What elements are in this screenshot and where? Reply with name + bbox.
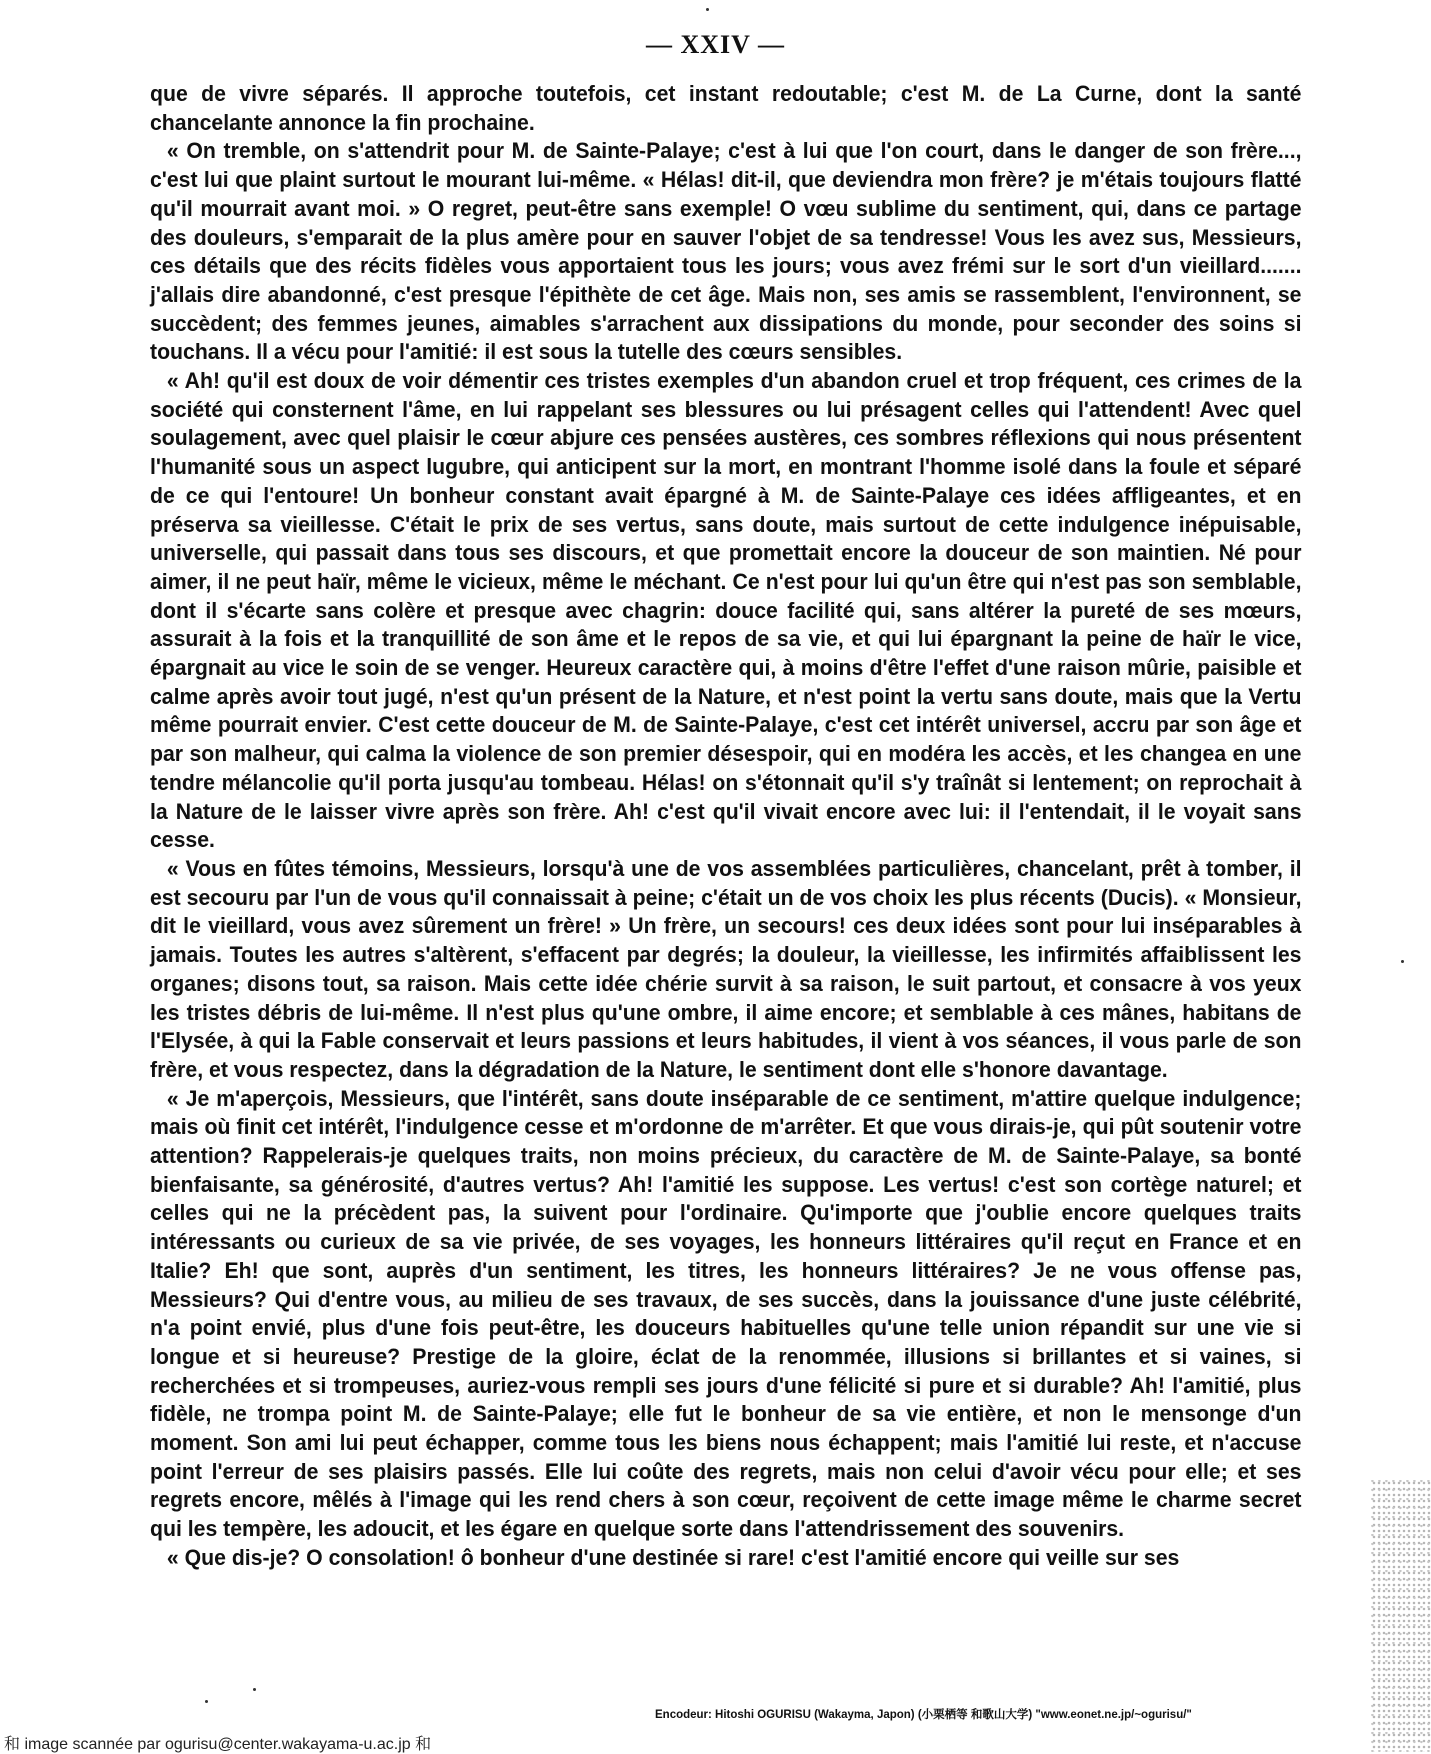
paragraph: « On tremble, on s'attendrit pour M. de Sainte-Palaye; c'est à lui que l'on court, dans le danger de son frère..., c'est lui que plaint surtout le mourant lui-même. « Hélas! dit-il, que deviendra mon frère? je m'étais toujours flatté qu'il mourrait avant moi. » O regret, peut-être sans exemple! O vœu sublime du sentiment, qui, dans ce partage des douleurs, s'emparait de la plus amère pour en sauver l'objet de sa tendresse! Vous les avez sus, Messieurs, ces détails que des récits fidèles vous apportaient tous les jours; vous avez frémi sur le sort d'un vieillard....... j'allais dire abandonné, c'est presque l'épithète de cet âge. Mais non, ses amis se rassemblent, l'environnent, se succèdent; des femmes jeunes, aimables s'arrachent aux dissipations du monde, pour seconder des soins si touchans. Il a vécu pour l'amitié: il est sous la tutelle des cœurs sensibles. xyxy=(150,138,1302,365)
paragraph: que de vivre séparés. Il approche toutefois, cet instant redoutable; c'est M. de La Curne, dont la santé chancelante annonce la fin prochaine. xyxy=(150,81,1302,135)
paragraph: « Vous en fûtes témoins, Messieurs, lorsqu'à une de vos assemblées particulières, chancelant, prêt à tomber, il est secouru par l'un de vous qu'il connaissait à peine; c'était un de vos choix les plus récents (Ducis). « Monsieur, dit le vieillard, vous avez sûrement un frère! » Un frère, un secours! ces deux idées sont pour lui inséparables à jamais. Toutes les autres s'altèrent, s'effacent par degrés; la douleur, la vieillesse, les infirmités affaiblissent les organes; disons tout, sa raison. Mais cette idée chérie survit à sa raison, le suit partout, et consacre à vos yeux les tristes débris de lui-même. Il n'est plus qu'une ombre, il aime encore; et semblable à ces mânes, habitans de l'Elysée, à qui la Fable conservait et leurs passions et leurs habitudes, il vient à vos séances, il vous parle de son frère, et vous respectez, dans la dégradation de la Nature, le sentiment dont elle s'honore davantage. xyxy=(150,855,1302,1082)
scan-dot xyxy=(205,1700,208,1703)
page-number: — XXIV — xyxy=(646,30,785,59)
paragraph: « Que dis-je? O consolation! ô bonheur d'une destinée si rare! c'est l'amitié encore qui veille sur ses xyxy=(166,1544,1180,1570)
scan-dot xyxy=(1401,960,1404,963)
scan-dot xyxy=(706,8,709,11)
scan-noise xyxy=(1371,1480,1431,1752)
encoder-credit: Encodeur: Hitoshi OGURISU (Wakayma, Japon) (小栗栖等 和歌山大学) "www.eonet.ne.jp/~ogurisu/" xyxy=(655,1709,1192,1721)
body-text xyxy=(150,80,1302,1573)
paragraph: « Je m'aperçois, Messieurs, que l'intérêt, sans doute inséparable de ce sentiment, m'attire quelque indulgence; mais où finit cet intérêt, l'indulgence cesse et m'ordonne de m'arrêter. Et que vous dirais-je, qui pût soutenir votre attention? Rappelerais-je quelques traits, non moins précieux, du caractère de M. de Sainte-Palaye, sa bonté bienfaisante, sa générosité, d'autres vertus? Ah! l'amitié les suppose. Les vertus! c'est son cortège naturel; et celles qui ne la précèdent pas, la suivent pour l'ordinaire. Qu'importe que j'oublie encore quelques traits intéressants ou curieux de sa vie privée, de ses voyages, les honneurs littéraires qu'il reçut en France et en Italie? Eh! que sont, auprès d'un sentiment, les titres, les honneurs littéraires? Je ne vous offense pas, Messieurs? Qui d'entre vous, au milieu de ses travaux, de ses succès, dans la jouissance d'une juste célébrité, n'a point envié, plus d'une fois peut-être, les douceurs habituelles qu'une telle union répandit sur une vie si longue et si heureuse? Prestige de la gloire, éclat de la renommée, illusions si brillantes et si vaines, si recherchées et si trompeuses, auriez-vous rempli ses jours d'une félicité si pure et si durable? Ah! l'amitié, plus fidèle, ne trompa point M. de Sainte-Palaye; elle fut le bonheur de sa vie entière, et non le mensonge d'un moment. Son ami lui peut échapper, comme tous les biens nous échappent; mais l'amitié lui reste, et n'accuse point l'erreur de ses plaisirs passés. Elle lui coûte des regrets, mais non celui d'avoir vécu pour elle; et ses regrets encore, mêlés à l'image qui les rend chers à son cœur, reçoivent de cette image même le charme secret qui les tempère, les adoucit, et les égare en quelque sorte dans l'attendrissement des souvenirs. xyxy=(150,1085,1302,1542)
scan-credit: 和 image scannée par ogurisu@center.wakayama-u.ac.jp 和 xyxy=(4,1736,432,1753)
scan-dot xyxy=(253,1688,256,1691)
paragraph: « Ah! qu'il est doux de voir démentir ces tristes exemples d'un abandon cruel et trop fréquent, ces crimes de la société qui consternent l'âme, en lui rappelant ses blessures ou lui présagent celles qui l'attendent! Avec quel soulagement, avec quel plaisir le cœur abjure ces pensées austères, ces sombres réflexions qui nous présentent l'humanité sous un aspect lugubre, qui anticipent sur la mort, en montrant l'homme isolé dans la foule et séparé de ce qui l'entoure! Un bonheur constant avait épargné à M. de Sainte-Palaye ces idées affligeantes, et en préserva sa vieillesse. C'était le prix de ses vertus, sans doute, mais surtout de cette indulgence inépuisable, universelle, qui passait dans tous ses discours, et que promettait encore la douceur de son maintien. Né pour aimer, il ne peut haïr, même le vicieux, même le méchant. Ce n'est pour lui qu'un être qui n'est pas son semblable, dont il s'écarte sans colère et presque avec chagrin: douce facilité qui, sans altérer la pureté de ses mœurs, assurait à la fois et la tranquillité de son âme et le repos de sa vie, et qui lui épargnant la peine de haïr le vice, épargnait au vice le soin de se venger. Heureux caractère qui, à moins d'être l'effet d'une raison mûrie, paisible et calme après avoir tout jugé, n'est qu'un présent de la Nature, et n'est point la vertu sans doute, mais que la Vertu même pourrait envier. C'est cette douceur de M. de Sainte-Palaye, c'est cet intérêt universel, accru par son âge et par son malheur, qui calma la violence de son premier désespoir, qui en modéra les accès, et les changea en une tendre mélancolie qu'il porta jusqu'au tombeau. Hélas! on s'étonnait qu'il s'y traînât si lentement; on reprochait à la Nature de le laisser vivre après son frère. Ah! c'est qu'il vivait encore avec lui: il l'entendait, il le voyait sans cesse. xyxy=(150,368,1302,853)
